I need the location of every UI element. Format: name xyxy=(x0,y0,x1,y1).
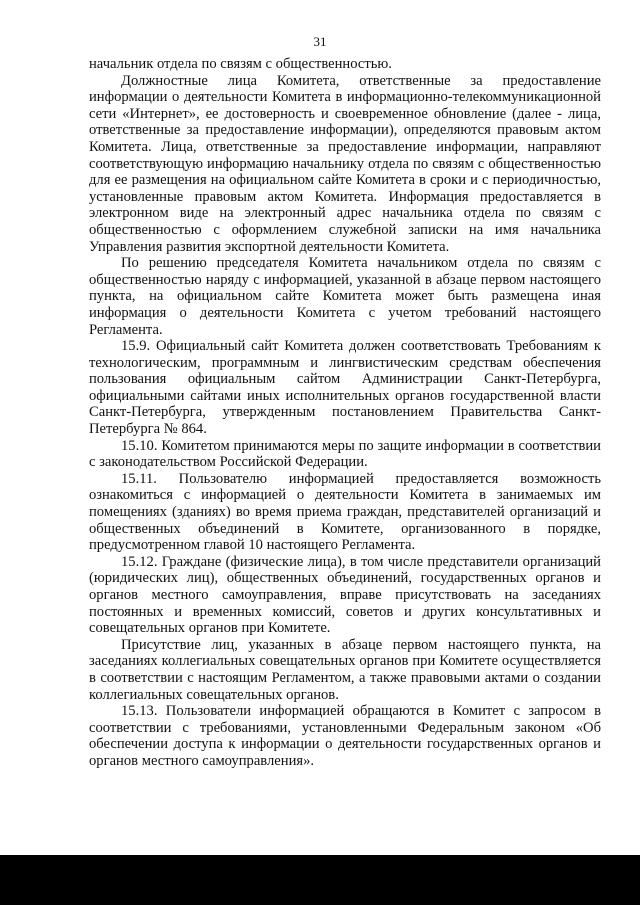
paragraph: Присутствие лиц, указанных в абзаце первом настоящего пункта, на заседаниях коллегиальных совещательных органов при Комитете осуществляется в соответствии с настоящим Регламентом, а также правовыми актами о создании коллегиальных совещательных органов. xyxy=(89,636,601,703)
paragraph: 15.13. Пользователи информацией обращаются в Комитет с запросом в соответствии с требованиями, установленными Федеральным законом «Об обеспечении доступа к информации о деятельности государственных органов и органов местного самоуправления». xyxy=(89,703,601,769)
paragraph: По решению председателя Комитета начальником отдела по связям с общественностью наряду с информацией, указанной в абзаце первом настоящего пункта, на официальном сайте Комитета может быть размещена иная информация о деятельности Комитета с учетом требований настоящего Регламента. xyxy=(89,255,601,338)
paragraph: начальник отдела по связям с общественностью. xyxy=(89,56,392,72)
paragraph: Должностные лица Комитета, ответственные за предоставление информации о деятельности Комитета в информационно-телекоммуникационной сети «Интернет», ее достоверность и своевременное обновление (далее - лица, ответственные за предоставление информации), определяются правовым актом Комитета. Лица, ответственные за предоставление информации, направляют соответствующую информацию начальнику отдела по связям с общественностью для ее размещения на официальном сайте Комитета в сроки и с периодичностью, установленные правовым актом Комитета. Информация предоставляется в электронном виде на электронный адрес начальника отдела по связям с общественностью с оформлением служебной записки на имя начальника Управления развития экспортной деятельности Комитета. xyxy=(89,72,601,255)
scan-border xyxy=(0,855,640,905)
paragraph: 15.11. Пользователю информацией предоставляется возможность ознакомиться с информацией о деятельности Комитета в занимаемых им помещениях (зданиях) во время приема граждан, представителей организаций и общественных объединений в Комитете, организованного в порядке, предусмотренном главой 10 настоящего Регламента. xyxy=(89,470,601,554)
page-number: 31 xyxy=(313,34,327,49)
paragraph: 15.12. Граждане (физические лица), в том числе представители организаций (юридических лиц), общественных объединений, государственных органов и органов местного самоуправления, вправе присутствовать на заседаниях постоянных и временных комиссий, советов и других консультативных и совещательных органов при Комитете. xyxy=(89,553,601,637)
paragraph: 15.9. Официальный сайт Комитета должен соответствовать Требованиям к технологическим, программным и лингвистическим средствам обеспечения пользования официальным сайтом Администрации Санкт-Петербурга, официальными сайтами иных исполнительных органов государственной власти Санкт-Петербурга, утвержденным постановлением Правительства Санкт-Петербурга № 864. xyxy=(89,338,601,438)
paragraph: 15.10. Комитетом принимаются меры по защите информации в соответствии с законодательством Российской Федерации. xyxy=(89,437,601,471)
document-body xyxy=(89,56,601,770)
